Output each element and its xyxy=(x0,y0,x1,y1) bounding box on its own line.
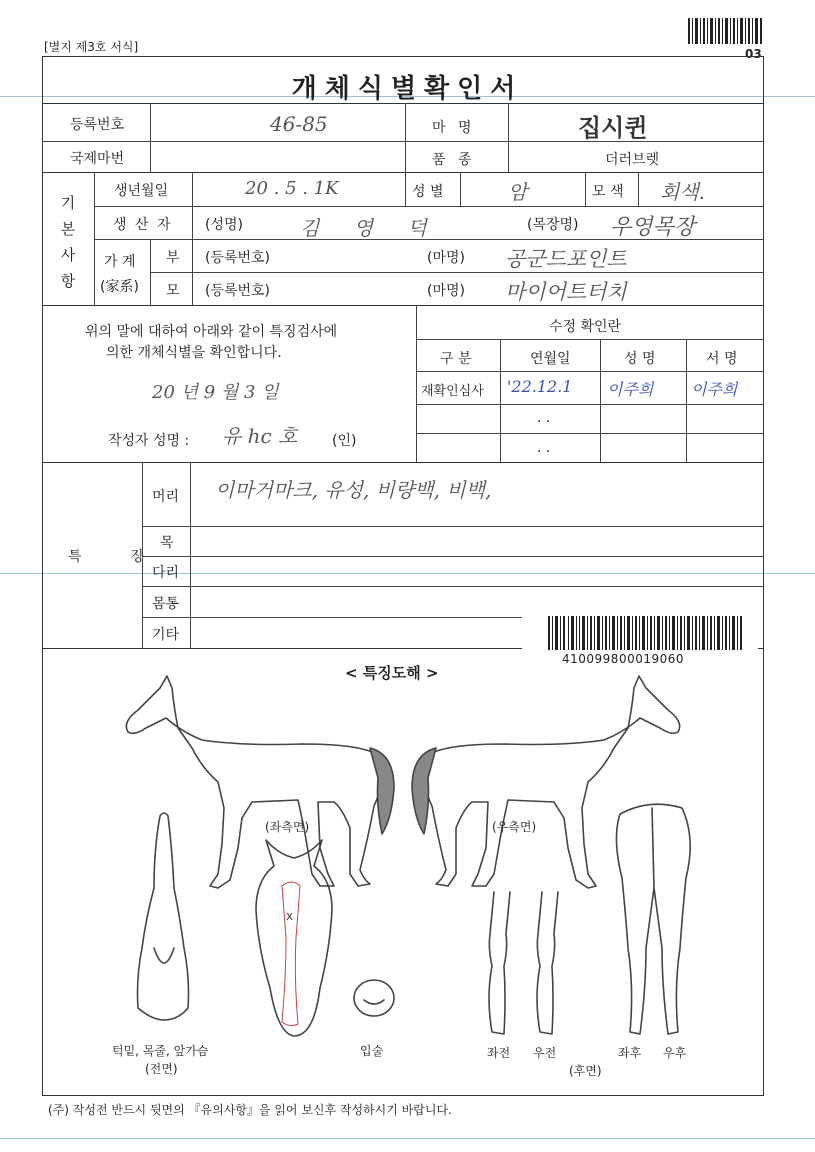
divider xyxy=(42,462,764,463)
divider xyxy=(416,433,764,434)
dam-name-label: (마명) xyxy=(427,283,465,299)
divider xyxy=(142,617,522,618)
horse-diagram xyxy=(42,648,764,1096)
divider xyxy=(460,172,461,206)
feature-body-label: 몸통 xyxy=(152,596,180,612)
family-hanja: (家系) xyxy=(100,279,139,295)
scan-line xyxy=(0,1138,815,1139)
divider xyxy=(508,103,509,172)
feature-legs-label: 다리 xyxy=(152,565,180,581)
divider xyxy=(94,206,764,207)
dam-label: 모 xyxy=(166,283,180,299)
divider xyxy=(500,339,501,462)
divider xyxy=(190,462,191,648)
divider xyxy=(638,172,639,206)
amend-row-date: '22.12.1 xyxy=(507,377,573,396)
coat-value: 회색. xyxy=(660,180,705,204)
front-right-caption: 우전 xyxy=(533,1046,557,1060)
breeder-label: 생 산 자 xyxy=(113,217,173,233)
breeder-name-value: 김 영 덕 xyxy=(300,216,441,240)
farm-label: (목장명) xyxy=(527,217,579,233)
left-side-caption: (좌측면) xyxy=(265,820,310,834)
divider xyxy=(416,371,764,372)
page-number: 03 xyxy=(745,47,762,61)
writer-label: 작성자 성명 : xyxy=(108,433,190,449)
svg-text:x: x xyxy=(286,909,294,923)
amend-row-sign: 이주희 xyxy=(691,380,738,399)
seal-label: (인) xyxy=(332,433,357,449)
dam-value: 마이어트터치 xyxy=(505,280,627,304)
writer-value: 유 hc 호 xyxy=(222,424,298,448)
feature-neck-label: 목 xyxy=(160,535,174,551)
sire-name-label: (마명) xyxy=(427,250,465,266)
horse-muzzle-icon xyxy=(354,980,394,1016)
horse-front-legs-icon xyxy=(489,892,558,1034)
divider xyxy=(142,526,764,527)
form-number: [별지 제3호 서식] xyxy=(44,40,139,54)
feature-head-label: 머리 xyxy=(152,489,180,505)
divider xyxy=(405,103,406,172)
right-side-caption: (우측면) xyxy=(492,820,537,834)
amend-row-name: 이주희 xyxy=(607,380,654,399)
intl-no-label: 국제마번 xyxy=(70,151,125,167)
horse-hind-icon xyxy=(616,804,690,1034)
divider xyxy=(150,103,151,172)
front-caption: 턱밑, 목줄, 앞가슴 xyxy=(112,1044,209,1058)
divider xyxy=(142,556,764,557)
sex-value: 암 xyxy=(508,180,528,204)
divider xyxy=(405,172,406,206)
divider xyxy=(416,305,417,462)
divider xyxy=(686,339,687,462)
sticker-barcode xyxy=(548,616,748,650)
divider xyxy=(416,339,764,340)
divider xyxy=(600,339,601,462)
page-title: 개체식별확인서 xyxy=(291,74,524,104)
dam-reg-label: (등록번호) xyxy=(205,283,271,299)
rear-caption: (후면) xyxy=(569,1064,602,1078)
feature-other-label: 기타 xyxy=(152,627,180,643)
amend-title: 수정 확인란 xyxy=(549,319,622,335)
horse-front-chest-icon xyxy=(138,813,189,1020)
barcode-number: 410099800019060 xyxy=(562,652,685,666)
features-section-label: 특 징 xyxy=(68,549,166,565)
divider xyxy=(585,172,586,206)
divider xyxy=(150,239,151,305)
horse-name-value: 집시퀸 xyxy=(578,113,648,142)
hind-left-caption: 좌후 xyxy=(618,1046,642,1060)
amend-header-date: 연월일 xyxy=(530,351,571,367)
divider xyxy=(150,272,764,273)
horse-name-label: 마 명 xyxy=(432,120,476,136)
amend-row-date-empty: . . xyxy=(537,440,551,456)
amend-header-type: 구 분 xyxy=(440,351,472,367)
family-label: 가 계 xyxy=(104,254,136,270)
horse-head-front-icon xyxy=(256,840,332,1036)
reg-no-label: 등록번호 xyxy=(70,117,125,133)
divider xyxy=(142,586,764,587)
sire-reg-label: (등록번호) xyxy=(205,250,271,266)
breed-label: 품 종 xyxy=(432,152,476,168)
basic-section-label: 기본사항 xyxy=(60,194,76,290)
amend-header-name: 성 명 xyxy=(624,351,656,367)
front-left-caption: 좌전 xyxy=(487,1046,511,1060)
divider xyxy=(416,404,764,405)
birth-value: 20 . 5 . 1K xyxy=(245,178,339,199)
hind-right-caption: 우후 xyxy=(663,1046,687,1060)
muzzle-caption: 입술 xyxy=(360,1044,384,1058)
top-barcode xyxy=(688,18,764,44)
breed-value: 더러브렛 xyxy=(605,152,660,168)
statement-line-1: 위의 말에 대하여 아래와 같이 특징검사에 xyxy=(85,324,338,340)
amend-row-date-empty: . . xyxy=(537,410,551,426)
issue-date: 20 년 9 월 3 일 xyxy=(152,382,279,403)
sire-value: 공군드포인트 xyxy=(505,247,627,271)
farm-value: 우영목장 xyxy=(610,215,696,240)
amend-row-type: 재확인심사 xyxy=(421,384,484,399)
breeder-name-label: (성명) xyxy=(205,217,243,233)
sex-label: 성 별 xyxy=(412,184,444,200)
coat-label: 모 색 xyxy=(592,184,624,200)
horse-right-side-icon xyxy=(412,676,680,888)
sire-label: 부 xyxy=(166,250,180,266)
statement-line-2: 의한 개체식별을 확인합니다. xyxy=(106,345,282,361)
front-view-caption: (전면) xyxy=(145,1062,178,1076)
feature-head-value: 이마거마크, 유성, 비량백, 비백, xyxy=(215,478,492,502)
reg-no-value: 46-85 xyxy=(270,112,328,136)
divider xyxy=(42,305,764,306)
footer-note: (주) 작성전 반드시 뒷면의 『유의사항』을 읽어 보신후 작성하시기 바랍니다. xyxy=(48,1103,452,1117)
divider xyxy=(192,172,193,305)
birth-label: 생년월일 xyxy=(114,183,169,199)
horse-left-side-icon xyxy=(126,676,394,888)
amend-header-sign: 서 명 xyxy=(706,351,738,367)
diagram-title: < 특징도해 > xyxy=(345,664,439,682)
divider xyxy=(42,172,764,173)
